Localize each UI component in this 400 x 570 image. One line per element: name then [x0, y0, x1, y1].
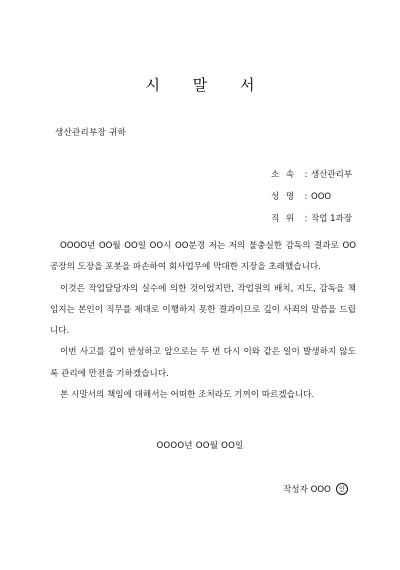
- info-row-name: [271, 186, 352, 208]
- document-date: OOOO년 OO월 OO일: [156, 441, 244, 451]
- department-value: 생산관리부: [311, 170, 353, 180]
- name-label: 성 명: [271, 192, 297, 202]
- document-body: [50, 236, 356, 406]
- seal-icon: 인: [336, 483, 348, 495]
- position-label: 직 위: [271, 214, 297, 224]
- colon: :: [304, 214, 308, 224]
- colon: :: [304, 170, 308, 180]
- position-value: 작업 1과장: [311, 214, 352, 224]
- author-info-block: [271, 164, 352, 230]
- info-row-position: [271, 208, 352, 230]
- colon: :: [304, 192, 308, 202]
- recipient-line: 생산관리부장 귀하: [55, 128, 127, 138]
- name-value: OOO: [311, 192, 332, 202]
- department-label: 소 속: [271, 170, 297, 180]
- body-paragraph: 본 시말서의 책임에 대해서는 어떠한 조처라도 기꺼이 따르겠습니다.: [60, 390, 315, 401]
- body-paragraph: OOOO년 OO월 OO일 OO시 OO분경 저는 저의 불충실한 감독의 결과로 OO공장의 도장을 포봇을 파손하여 회사업무에 막대한 지장을 초래했습니다.: [50, 241, 356, 273]
- body-paragraph: 이것은 작업담당자의 실수에 의한 것이었지만, 작업원의 배치, 지도, 감독을 책임지는 본인이 직무를 제대로 이행하지 못한 결과이므로 깊이 사죄의 말씀을 드립니다.: [50, 283, 356, 337]
- body-paragraph: 이번 사고를 깊이 반성하고 앞으로는 두 번 다시 이와 같은 일이 발생하지 않도록 관리에 만전을 기하겠습니다.: [50, 347, 356, 379]
- info-row-department: [271, 164, 352, 186]
- signer-name: 작성자 OOO: [283, 485, 331, 495]
- document-title: 시 말 서: [145, 76, 269, 94]
- signer-line: [283, 483, 348, 495]
